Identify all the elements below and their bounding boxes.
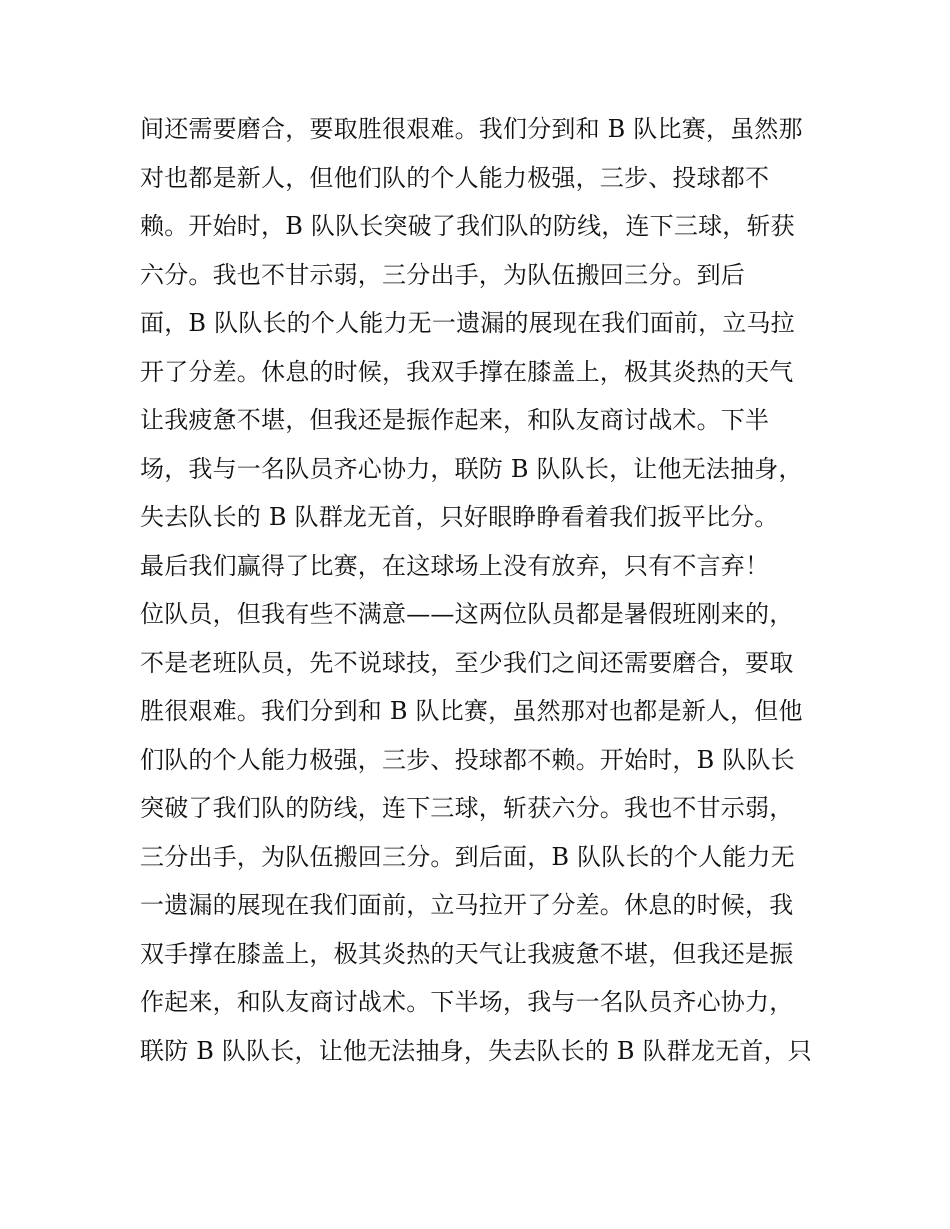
- text-line-8: 场，我与一名队员齐心协力，联防 B 队队长，让他无法抽身，: [140, 454, 803, 483]
- text-line-2: 对也都是新人，但他们队的个人能力极强，三步、投球都不: [140, 163, 770, 192]
- text-line-14: 们队的个人能力极强，三步、投球都不赖。开始时，B 队队长: [140, 745, 795, 774]
- text-line-13: 胜很艰难。我们分到和 B 队比赛，虽然那对也都是新人，但他: [140, 697, 803, 725]
- text-line-11: 位队员，但我有些不满意——这两位队员都是暑假班刚来的，: [140, 600, 794, 628]
- text-line-5: 面，B 队队长的个人能力无一遗漏的展现在我们面前，立马拉: [140, 309, 795, 337]
- text-line-1: 间还需要磨合，要取胜很艰难。我们分到和 B 队比赛，虽然那: [140, 115, 803, 143]
- text-line-16: 三分出手，为队伍搬回三分。到后面，B 队队长的个人能力无: [140, 842, 795, 871]
- body-text: [140, 105, 820, 1075]
- text-line-7: 让我疲惫不堪，但我还是振作起来，和队友商讨战术。下半: [140, 406, 770, 434]
- text-line-4: 六分。我也不甘示弱，三分出手，为队伍搬回三分。到后: [140, 260, 745, 289]
- text-line-6: 开了分差。休息的时候，我双手撑在膝盖上，极其炎热的天气: [140, 357, 794, 386]
- text-line-18: 双手撑在膝盖上，极其炎热的天气让我疲惫不堪，但我还是振: [140, 939, 794, 968]
- text-line-20: 联防 B 队队长，让他无法抽身，失去队长的 B 队群龙无首，只: [140, 1036, 812, 1065]
- text-line-12: 不是老班队员，先不说球技，至少我们之间还需要磨合，要取: [140, 648, 794, 677]
- text-line-19: 作起来，和队友商讨战术。下半场，我与一名队员齐心协力，: [140, 988, 794, 1016]
- text-line-10: 最后我们赢得了比赛，在这球场上没有放弃，只有不言弃！: [140, 551, 770, 580]
- text-line-15: 突破了我们队的防线，连下三球，斩获六分。我也不甘示弱，: [140, 794, 794, 822]
- text-line-17: 一遗漏的展现在我们面前，立马拉开了分差。休息的时候，我: [140, 891, 794, 919]
- text-line-9: 失去队长的 B 队群龙无首，只好眼睁睁看着我们扳平比分。: [140, 503, 779, 531]
- text-line-3: 赖。开始时，B 队队长突破了我们队的防线，连下三球，斩获: [140, 212, 795, 240]
